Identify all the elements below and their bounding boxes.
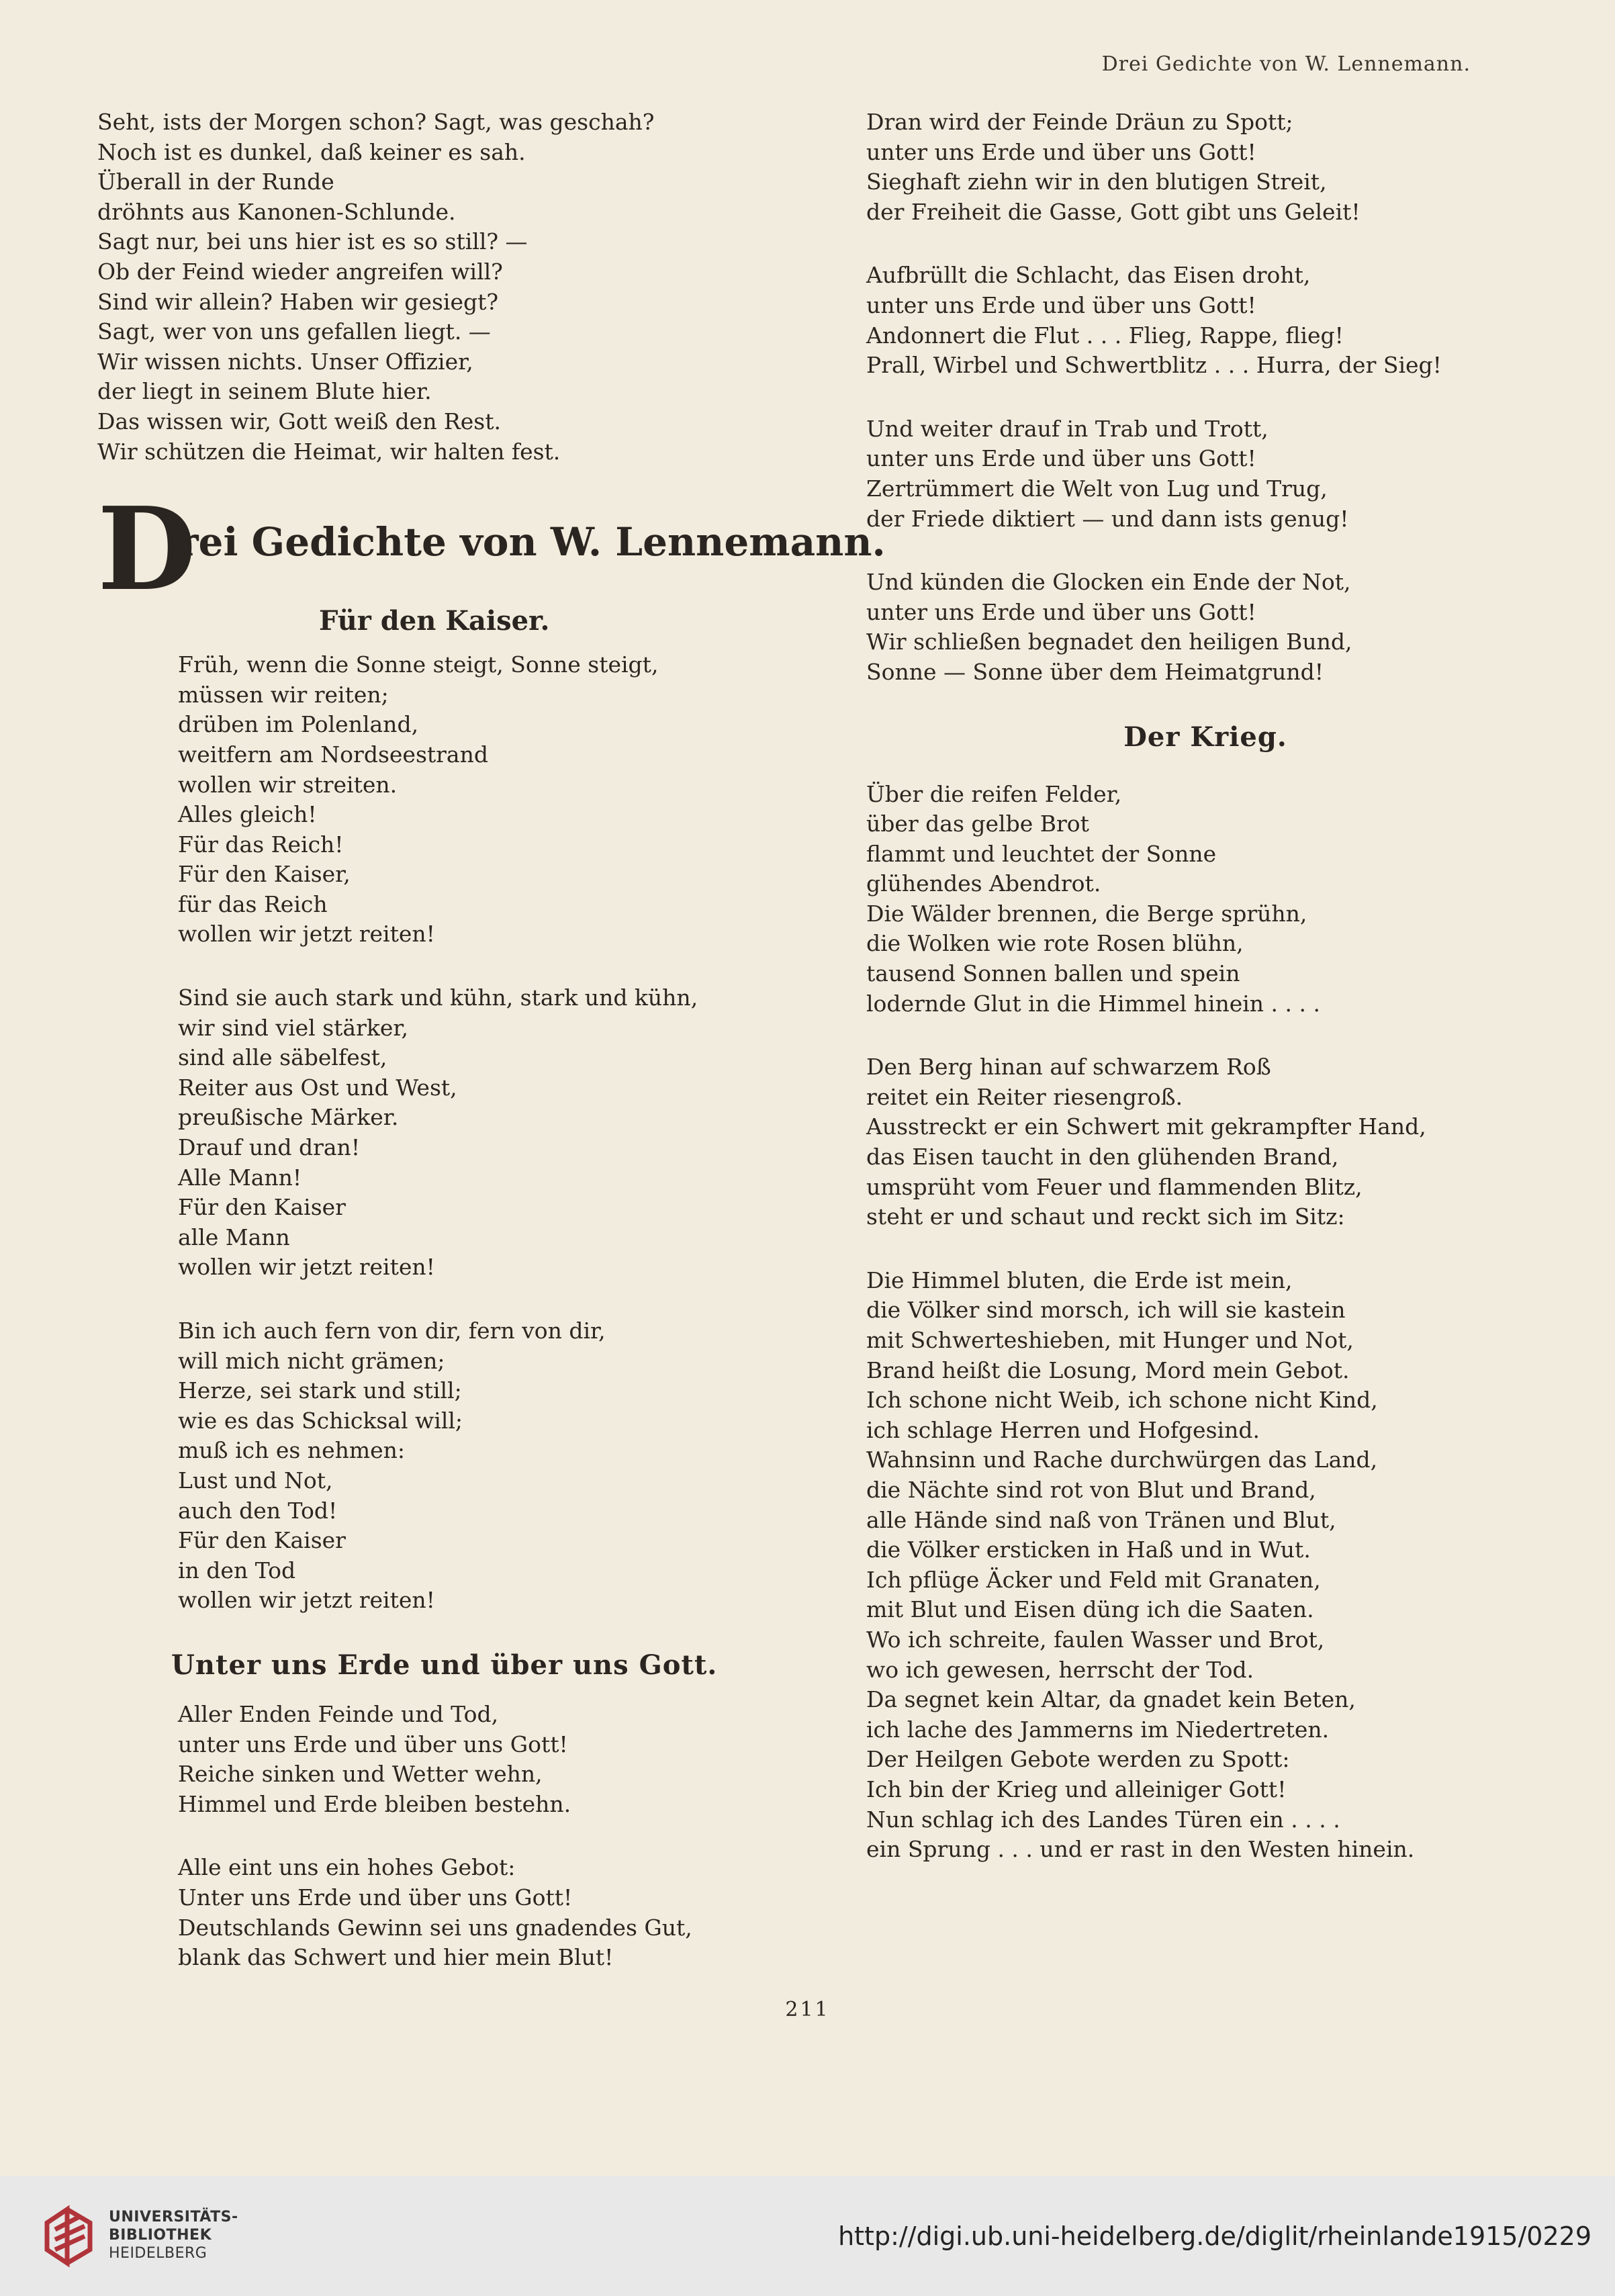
stanza xyxy=(866,261,1544,380)
verse-line: Deutschlands Gewinn sei uns gnadendes Gut, xyxy=(178,1914,692,1941)
verse-line: lodernde Glut in die Himmel hinein . . . . xyxy=(866,990,1320,1017)
poem-title-der-krieg: Der Krieg. xyxy=(1123,721,1287,753)
drop-cap: D xyxy=(97,482,197,617)
verse-line: wollen wir jetzt reiten! xyxy=(178,921,435,948)
verse-line: Drauf und dran! xyxy=(178,1134,361,1161)
verse-line: Reiche sinken und Wetter wehn, xyxy=(178,1761,543,1788)
verse-line: Ich pflüge Äcker und Feld mit Granaten, xyxy=(866,1566,1321,1593)
verse-line: Bin ich auch fern von dir, fern von dir, xyxy=(178,1318,606,1344)
verse-line: Alle eint uns ein hohes Gebot: xyxy=(178,1854,516,1881)
section-heading-text: rei Gedichte von W. Lennemann. xyxy=(178,519,886,565)
library-name-line2: BIBLIOTHEK xyxy=(109,2227,212,2244)
verse-line: wie es das Schicksal will; xyxy=(178,1407,463,1434)
library-logo-icon xyxy=(40,2203,97,2270)
verse-line: Überall in der Runde xyxy=(97,169,334,195)
verse-line: reitet ein Reiter riesengroß. xyxy=(866,1083,1183,1110)
left-column xyxy=(97,107,886,2007)
poem-unter-uns-erde-part1 xyxy=(97,1700,776,1973)
verse-line: Der Heilgen Gebote werden zu Spott: xyxy=(866,1746,1290,1773)
verse-line: tausend Sonnen ballen und spein xyxy=(866,960,1240,987)
verse-line: Ich schone nicht Weib, ich schone nicht Kind, xyxy=(866,1387,1378,1414)
verse-line: die Nächte sind rot von Blut und Brand, xyxy=(866,1476,1316,1503)
verse-line: unter uns Erde und über uns Gott! xyxy=(866,598,1256,625)
footer-bar xyxy=(0,2176,1615,2296)
poem-title-unter-uns-erde: Unter uns Erde und über uns Gott. xyxy=(171,1649,718,1681)
stanza xyxy=(866,1052,1544,1232)
verse-line: das Eisen taucht in den glühenden Brand, xyxy=(866,1144,1339,1170)
verse-line: die Wolken wie rote Rosen blühn, xyxy=(866,930,1244,957)
verse-line: will mich nicht grämen; xyxy=(178,1347,445,1374)
stanza xyxy=(866,1266,1544,1865)
verse-line: unter uns Erde und über uns Gott! xyxy=(866,445,1256,472)
verse-line: mit Schwerteshieben, mit Hunger und Not, xyxy=(866,1327,1354,1353)
verse-line: Herze, sei stark und still; xyxy=(178,1377,462,1404)
verse-line: Zertrümmert die Welt von Lug und Trug, xyxy=(866,475,1328,502)
verse-line: Ausstreckt er ein Schwert mit gekrampfter Hand, xyxy=(866,1113,1426,1140)
verse-line: ich lache des Jammerns im Niedertreten. xyxy=(866,1716,1330,1743)
verse-line: Da segnet kein Altar, da gnadet kein Beten, xyxy=(866,1686,1356,1713)
verse-line: müssen wir reiten; xyxy=(178,681,389,708)
page-number: 211 xyxy=(785,1998,830,2021)
verse-line: Ich bin der Krieg und alleiniger Gott! xyxy=(866,1776,1287,1802)
verse-line: der Freiheit die Gasse, Gott gibt uns Geleit! xyxy=(866,198,1360,225)
verse-line: Wahnsinn und Rache durchwürgen das Land, xyxy=(866,1447,1378,1473)
verse-line: Wir wissen nichts. Unser Offizier, xyxy=(97,348,473,375)
verse-line: für das Reich xyxy=(178,890,328,917)
library-name-line3: HEIDELBERG xyxy=(109,2245,207,2262)
verse-line: sind alle säbelfest, xyxy=(178,1044,387,1071)
poem-der-krieg xyxy=(866,780,1544,1865)
stanza xyxy=(97,983,776,1283)
verse-line: wir sind viel stärker, xyxy=(178,1014,409,1041)
verse-line: Und weiter drauf in Trab und Trott, xyxy=(866,415,1268,442)
verse-line: ich schlage Herren und Hofgesind. xyxy=(866,1416,1260,1443)
verse-line: Und künden die Glocken ein Ende der Not, xyxy=(866,569,1351,596)
poem-fuer-den-kaiser xyxy=(97,650,776,1616)
stanza xyxy=(866,414,1544,534)
verse-line: der liegt in seinem Blute hier. xyxy=(97,378,432,405)
verse-line: Die Wälder brennen, die Berge sprühn, xyxy=(866,900,1307,927)
verse-line: Prall, Wirbel und Schwertblitz . . . Hurra, der Sieg! xyxy=(866,352,1442,379)
verse-line: ein Sprung . . . und er rast in den Westen hinein. xyxy=(866,1836,1415,1863)
verse-line: Wir schließen begnadet den heiligen Bund, xyxy=(866,629,1352,655)
stanza xyxy=(97,1316,776,1616)
stanza xyxy=(866,780,1544,1019)
verse-line: Sagt nur, bei uns hier ist es so still? — xyxy=(97,228,528,255)
verse-line: in den Tod xyxy=(178,1557,296,1583)
verse-line: Alle Mann! xyxy=(178,1164,302,1191)
verse-line: preußische Märker. xyxy=(178,1104,399,1131)
verse-line: alle Mann xyxy=(178,1224,290,1250)
running-header: Drei Gedichte von W. Lennemann. xyxy=(1101,52,1471,76)
verse-line: Sind sie auch stark und kühn, stark und kühn, xyxy=(178,984,698,1011)
source-url-link[interactable]: http://digi.ub.uni-heidelberg.de/diglit/rheinlande1915/0229 xyxy=(838,2221,1591,2251)
verse-line: Sieghaft ziehn wir in den blutigen Streit, xyxy=(866,169,1327,195)
verse-line: Für den Kaiser, xyxy=(178,861,351,888)
verse-line: muß ich es nehmen: xyxy=(178,1437,406,1464)
stanza xyxy=(97,650,776,950)
verse-line: der Friede diktiert — und dann ists genug! xyxy=(866,505,1349,532)
verse-line: Für den Kaiser xyxy=(178,1194,346,1221)
verse-line: Wo ich schreite, faulen Wasser und Brot, xyxy=(866,1626,1325,1653)
verse-line: Die Himmel bluten, die Erde ist mein, xyxy=(866,1267,1293,1293)
verse-line: Sagt, wer von uns gefallen liegt. — xyxy=(97,318,491,345)
verse-line: Andonnert die Flut . . . Flieg, Rappe, flieg! xyxy=(866,322,1344,349)
poem-title-fuer-den-kaiser: Für den Kaiser. xyxy=(319,605,550,637)
verse-line: umsprüht vom Feuer und flammenden Blitz, xyxy=(866,1173,1363,1200)
verse-line: mit Blut und Eisen düng ich die Saaten. xyxy=(866,1596,1314,1623)
stanza xyxy=(866,107,1544,227)
verse-line: Himmel und Erde bleiben bestehn. xyxy=(178,1790,571,1817)
verse-line: Ob der Feind wieder angreifen will? xyxy=(97,258,503,285)
verse-line: Nun schlag ich des Landes Türen ein . . . . xyxy=(866,1806,1340,1833)
verse-line: unter uns Erde und über uns Gott! xyxy=(178,1731,568,1757)
section-heading xyxy=(97,482,886,617)
verse-line: Noch ist es dunkel, daß keiner es sah. xyxy=(97,138,526,165)
verse-line: Seht, ists der Morgen schon? Sagt, was geschah? xyxy=(97,109,655,135)
right-column xyxy=(866,107,1544,1898)
verse-line: Unter uns Erde und über uns Gott! xyxy=(178,1884,573,1911)
verse-line: die Völker ersticken in Haß und in Wut. xyxy=(866,1536,1311,1563)
stanza xyxy=(866,567,1544,687)
verse-line: Den Berg hinan auf schwarzem Roß xyxy=(866,1054,1271,1081)
verse-line: über das gelbe Brot xyxy=(866,811,1089,837)
verse-line: Für das Reich! xyxy=(178,831,344,858)
verse-line: wo ich gewesen, herrscht der Tod. xyxy=(866,1656,1254,1683)
verse-line: blank das Schwert und hier mein Blut! xyxy=(178,1944,614,1971)
verse-line: weitfern am Nordseestrand xyxy=(178,741,488,768)
verse-line: Aller Enden Feinde und Tod, xyxy=(178,1700,499,1727)
verse-line: Über die reifen Felder, xyxy=(866,780,1122,807)
verse-line: wollen wir jetzt reiten! xyxy=(178,1254,435,1281)
verse-line: unter uns Erde und über uns Gott! xyxy=(866,138,1256,165)
verse-line: Sind wir allein? Haben wir gesiegt? xyxy=(97,288,499,315)
verse-line: steht er und schaut und reckt sich im Sitz: xyxy=(866,1203,1345,1230)
library-name xyxy=(109,2208,238,2262)
verse-line: Dran wird der Feinde Dräun zu Spott; xyxy=(866,109,1293,135)
intro-stanza xyxy=(97,107,776,467)
verse-line: wollen wir jetzt reiten! xyxy=(178,1587,435,1614)
verse-line: Lust und Not, xyxy=(178,1467,333,1494)
verse-line: flammt und leuchtet der Sonne xyxy=(866,840,1217,867)
verse-line: Für den Kaiser xyxy=(178,1527,346,1554)
verse-line: Sonne — Sonne über dem Heimatgrund! xyxy=(866,658,1324,685)
verse-line: Aufbrüllt die Schlacht, das Eisen droht, xyxy=(866,262,1311,289)
verse-line: Brand heißt die Losung, Mord mein Gebot. xyxy=(866,1357,1350,1383)
verse-line: Wir schützen die Heimat, wir halten fest. xyxy=(97,438,561,465)
verse-line: die Völker sind morsch, ich will sie kastein xyxy=(866,1297,1346,1324)
verse-line: Alles gleich! xyxy=(178,801,317,828)
verse-line: alle Hände sind naß von Tränen und Blut, xyxy=(866,1506,1336,1533)
verse-line: dröhnts aus Kanonen-Schlunde. xyxy=(97,198,456,225)
verse-line: Das wissen wir, Gott weiß den Rest. xyxy=(97,408,501,434)
verse-line: drüben im Polenland, xyxy=(178,711,419,738)
library-name-line1: UNIVERSITÄTS- xyxy=(109,2209,238,2225)
verse-line: auch den Tod! xyxy=(178,1497,338,1524)
stanza xyxy=(97,1700,776,1819)
poem-unter-uns-erde-part2 xyxy=(866,107,1544,688)
verse-line: Reiter aus Ost und West, xyxy=(178,1074,457,1101)
verse-line: unter uns Erde und über uns Gott! xyxy=(866,291,1256,318)
verse-line: Früh, wenn die Sonne steigt, Sonne steigt, xyxy=(178,651,659,678)
stanza xyxy=(97,1853,776,1972)
verse-line: glühendes Abendrot. xyxy=(866,870,1101,897)
verse-line: wollen wir streiten. xyxy=(178,771,398,798)
